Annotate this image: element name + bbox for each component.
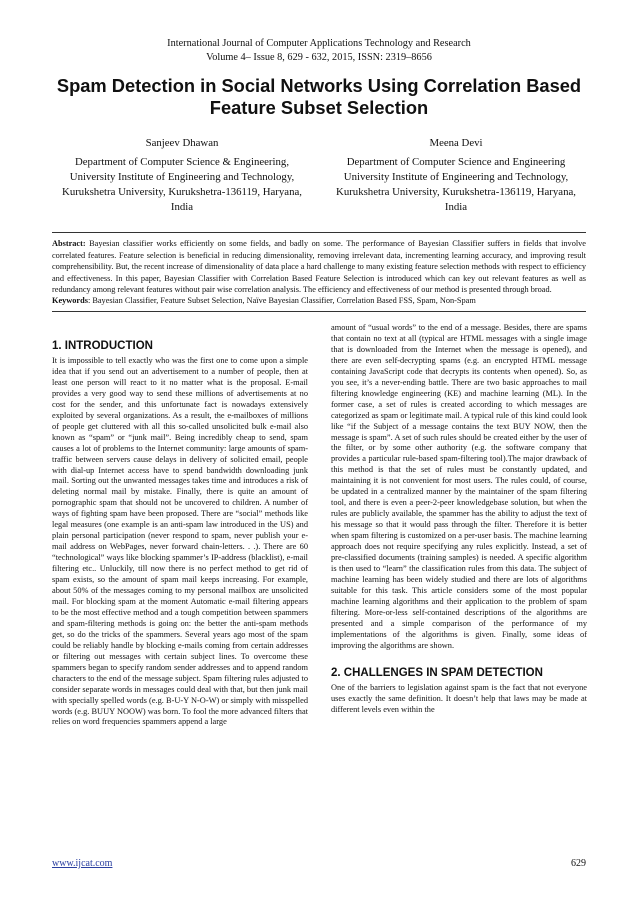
keywords-label: Keywords bbox=[52, 296, 88, 305]
divider-bottom bbox=[52, 311, 586, 312]
intro-paragraph: It is impossible to tell exactly who was the first one to come upon a simple idea that if you send out an advertisement to a number of people, then at least one person will react to it no matter what is the proposal. E-mail provides a very good way to send these millions of advertisements at no cost for the sender, and this unfortunate fact is nowadays extensively exploited by several organizations. As a result, the e-mailboxes of millions of people get cluttered with all this so-called unsolicited bulk e-mail also known as “spam” or “junk mail”. Being incredibly cheap to send, spam causes a lot of problems to the Internet community: large amounts of spam-traffic between servers cause delays in delivery of solicited email, people with dial-up Internet access have to spend bandwidth downloading junk mail. Sorting out the unwanted messages takes time and introduces a risk of deleting normal mail by mistake. Finally, there is quite an amount of pornographic spam that should not be uncovered to children. A number of ways of fighting spam have been proposed. There are “social” methods like legal measures (one example is an anti-spam law introduced in the US) and plain personal participation (never respond to spam, never publish your e-mail address on WebPages, never forward chain-letters. . .). There are 60 “technological” ways like blocking spammer’s IP-address (blacklist), e-mail filtering etc.. Unluckily, till now there is no perfect method to get rid of spam exists, so the amount of spam mail keeps increasing. For example, about 50% of the messages coming to my personal mailbox are unsolicited mail. For blocking spam at the moment Automatic e-mail filtering appears to be the most effective method and a tough competition between spammers and spam-filtering methods is going on: the better the anti-spam methods get, so do the tricks of the spammers. Several years ago most of the spam could be reliably handle by blocking e-mails coming from certain addresses or filtering out messages with certain subject lines. To overcome these spammers began to specify random sender addresses and to append random characters to the end of the message subject. Spam filtering rules adjusted to consider separate words in messages could deal with that, but then junk mail with specially spelled words (e.g. B-U-Y N-O-W) or simply with misspelled words (e.g. BUUY NOOW) was born. To fool the more advanced filters that relies on word frequencies spammers append a large bbox=[52, 356, 308, 727]
author-block-2 bbox=[326, 136, 586, 215]
challenges-paragraph: One of the barriers to legislation against spam is the fact that not everyone uses exactly the same definition. It doesn’t help that laws may be made at different levels even within the bbox=[331, 682, 587, 714]
abstract-text: Bayesian classifier works efficiently on some fields, and badly on some. The performance of Bayesian Classifier suffers in fields that involve correlated features. Feature selection is beneficial in reducing dimensionality, removing irrelevant data, incrementing learning accuracy, and improving result comprehensibility. But, the recent increase of dimensionality of data place a hard challenge to many existing feature selection methods with respect to efficiency and effectiveness. In this paper, Bayesian Classifier with Correlation Based Feature Selection is introduced which can key out relevant features as well as redundancy among relevant features without pair wise correlation analysis. The efficiency and effectiveness of our method is presented through broad. bbox=[52, 239, 586, 295]
keywords-text: : Bayesian Classifier, Feature Subset Selection, Naïve Bayesian Classifier, Correlation Based FSS, Spam, Non-Spam bbox=[87, 296, 476, 305]
divider-top bbox=[52, 232, 586, 233]
author-name: Sanjeev Dhawan bbox=[145, 137, 219, 149]
page-footer bbox=[52, 858, 586, 869]
abstract-label: Abstract: bbox=[52, 239, 86, 248]
right-column bbox=[331, 323, 587, 715]
author-block-1 bbox=[52, 136, 312, 215]
author-affiliation: Department of Computer Science & Engineering, University Institute of Engineering and Technology, Kurukshetra University, Kurukshetra-136119, Haryana, India bbox=[62, 156, 302, 213]
page-number: 629 bbox=[571, 858, 586, 869]
left-column bbox=[52, 323, 308, 728]
author-affiliation: Department of Computer Science and Engineering University Institute of Engineering and Technology, Kurukshetra University, Kurukshetra-136119, Haryana, India bbox=[336, 156, 576, 213]
journal-volume: Volume 4– Issue 8, 629 - 632, 2015, ISSN: 2319–8656 bbox=[206, 52, 432, 63]
keywords bbox=[52, 295, 586, 306]
author-name: Meena Devi bbox=[429, 137, 483, 149]
paper-title: Spam Detection in Social Networks Using Correlation Based Feature Subset Selection bbox=[56, 75, 582, 118]
abstract bbox=[52, 238, 586, 296]
section-heading-introduction: 1. INTRODUCTION bbox=[52, 340, 153, 352]
intro-paragraph-continued: amount of “usual words” to the end of a message. Besides, there are spams that contain no text at all (typical are HTML messages with a single image that is downloaded from the Internet when the message is opened), and there are even self-decrypting spams (e.g. an encrypted HTML message containing JavaScript code that decrypts its contents when opened). So, as you see, it’s a never-ending battle. There are two basic approaches to mail filtering knowledge engineering (KE) and machine learning (ML). In the former case, a set of rules is created according to which messages are categorized as spam or legitimate mail. A typical rule of this kind could look like “if the Subject of a message contains the text BUY NOW, then the message is spam”. A set of such rules should be created either by the user of the filter, or by some other authority (e.g. the software company that provides a particular rule-based spam-filtering tool).The major drawback of this method is that the set of rules must be constantly updated, and maintaining it is not convenient for most users. The rules could, of course, be updated in a centralized manner by the maintainer of the spam filtering tool, and there is even a peer-2-peer knowledgebase solution, but when the rules are publicly available, the spammer has the ability to adjust the text of his message so that it would pass through the filter. Therefore it is better when spam filtering is customized on a per-user basis. The machine learning approach does not require specifying any rules explicitly. Instead, a set of pre-classified documents (training samples) is needed. A specific algorithm is then used to “learn” the classification rules from this data. The subject of machine learning has been widely studied and there are lots of algorithms suitable for this task. This article considers some of the most popular machine learning algorithms and their application to the problem of spam filtering. More-or-less self-contained descriptions of the algorithms are presented and a simple comparison of the performance of my implementations of the algorithms is given. Finally, some ideas of improving the algorithms are shown. bbox=[331, 323, 587, 650]
section-heading-challenges: 2. CHALLENGES IN SPAM DETECTION bbox=[331, 666, 543, 679]
journal-link[interactable]: www.ijcat.com bbox=[52, 858, 113, 869]
journal-name: International Journal of Computer Applications Technology and Research bbox=[167, 38, 471, 49]
journal-header bbox=[0, 37, 638, 65]
